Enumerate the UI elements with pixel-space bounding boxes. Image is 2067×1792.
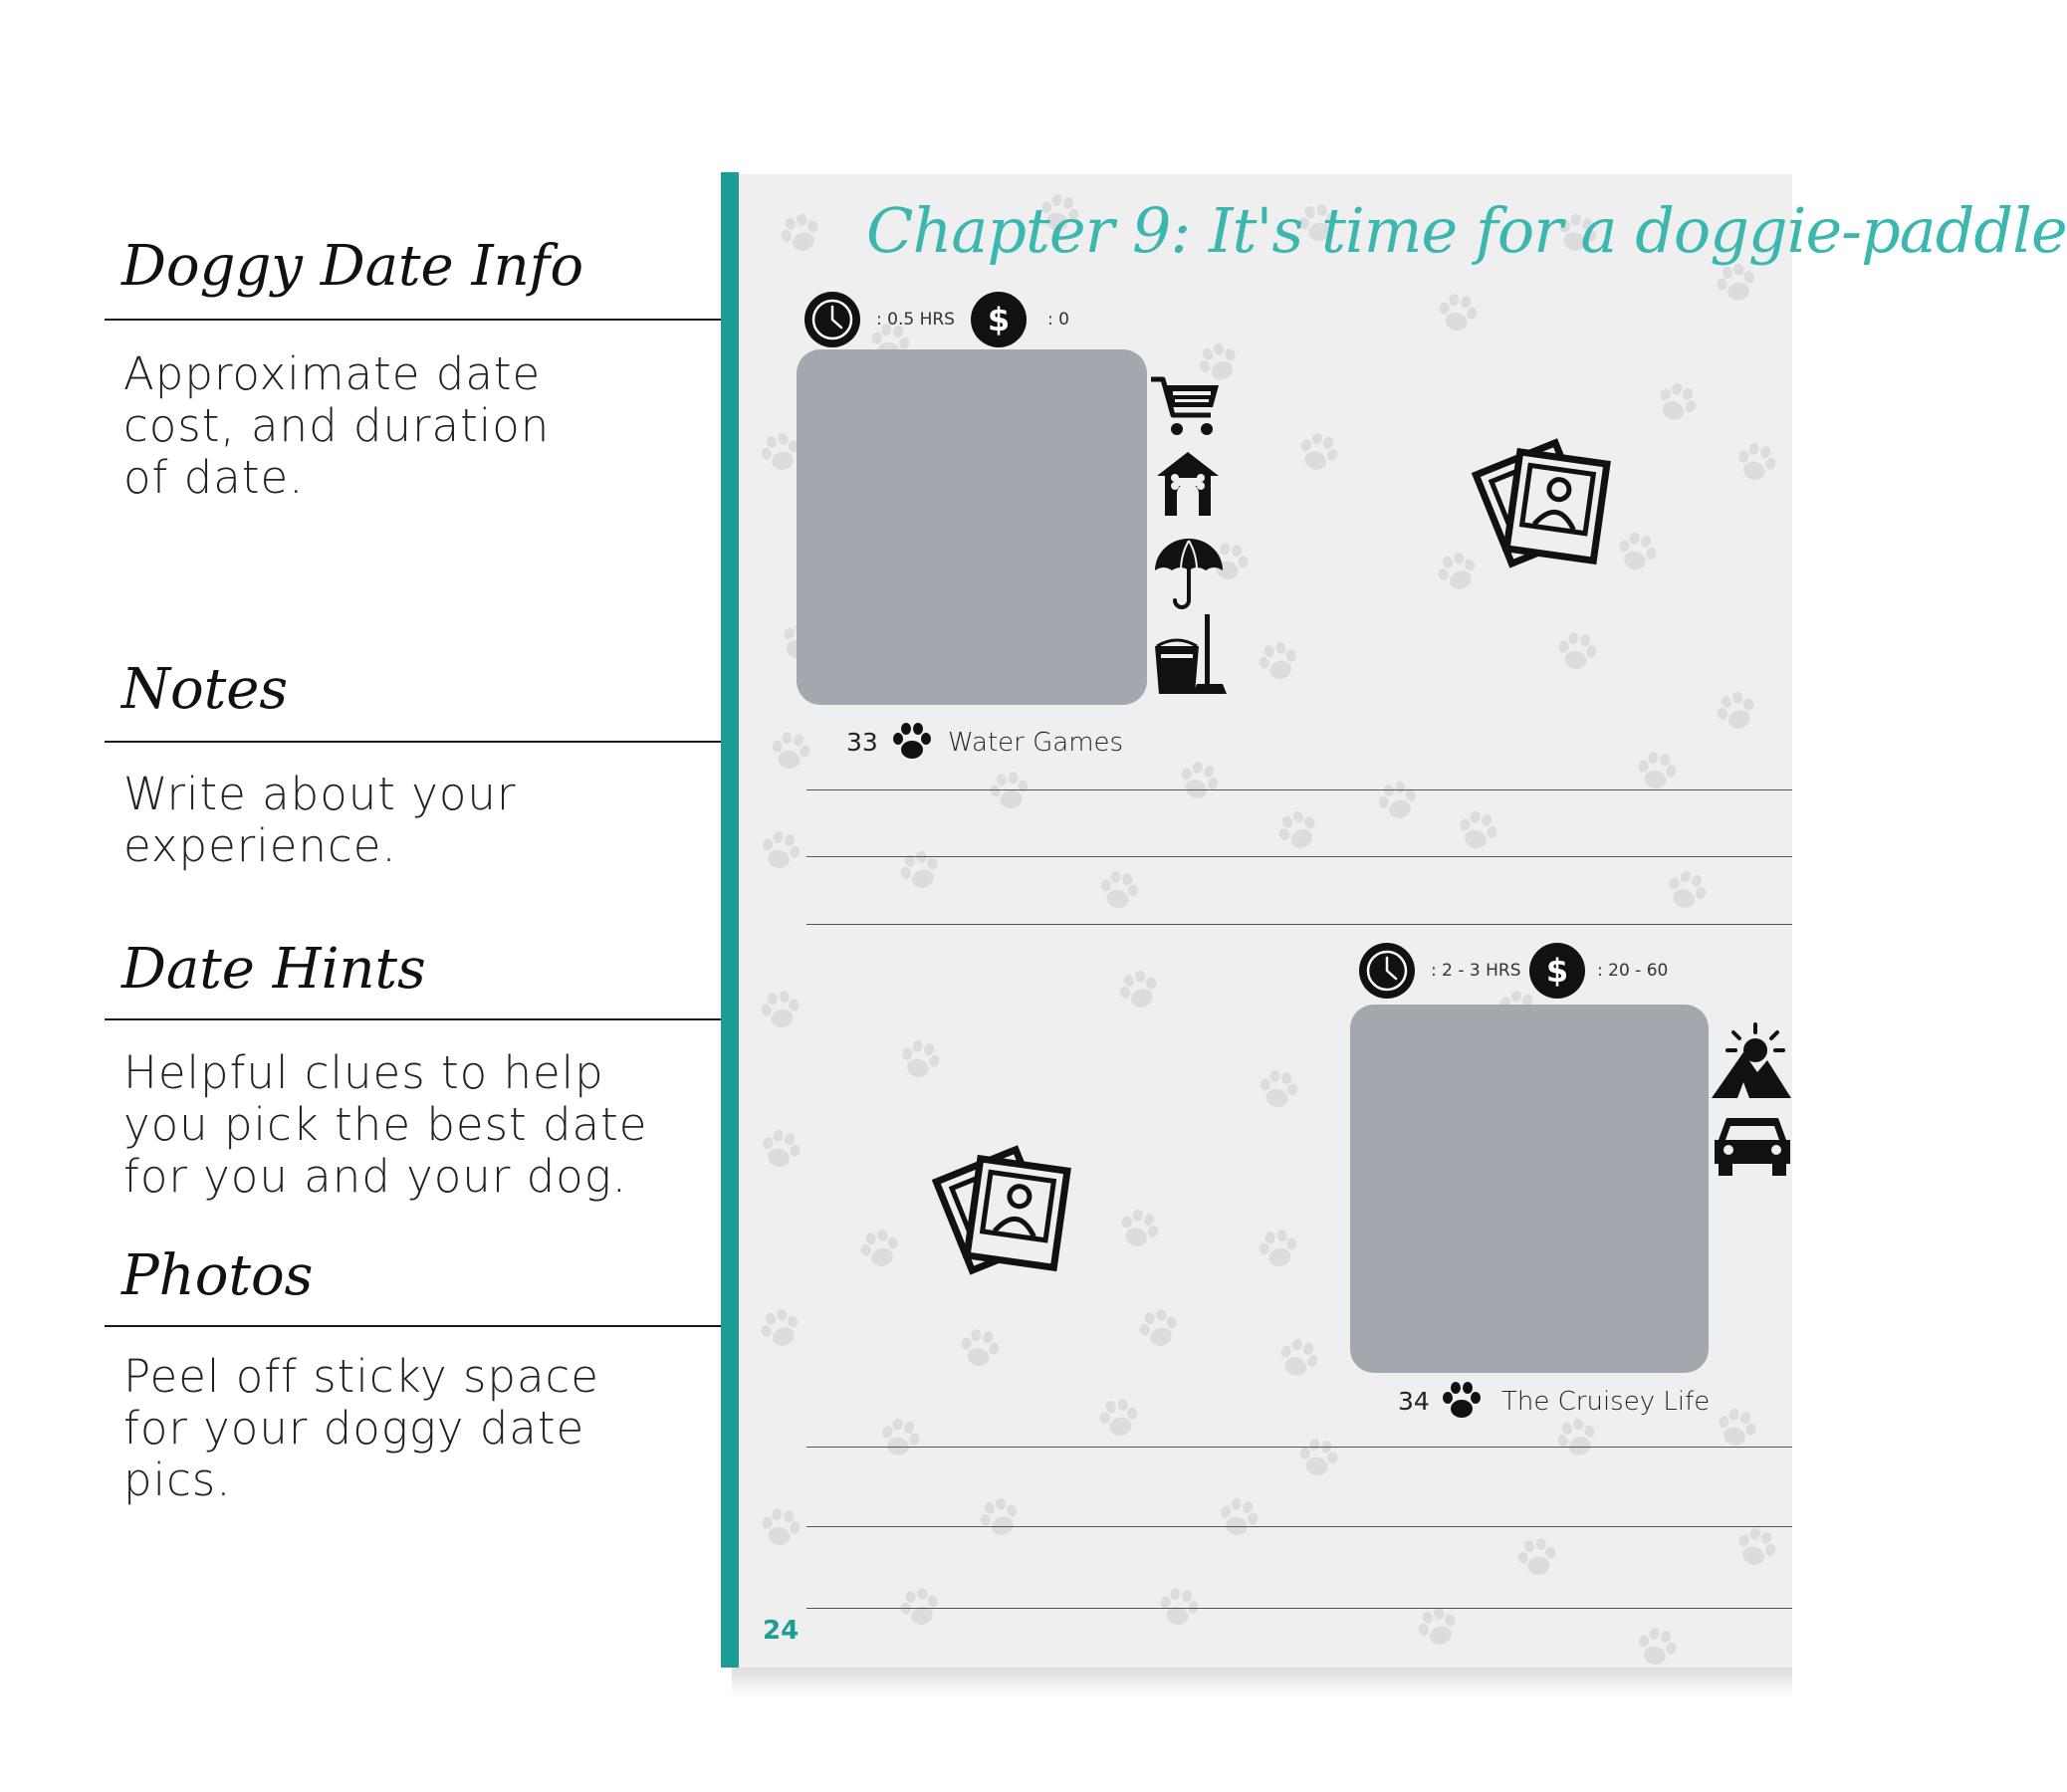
paw-print-decoration (1111, 1204, 1166, 1256)
paw-print-decoration (773, 208, 827, 261)
paw-icon (890, 722, 934, 762)
date-title: Water Games (948, 728, 1124, 758)
callout-line-notes (105, 741, 780, 743)
paw-print-decoration (1270, 1333, 1325, 1386)
umbrella-icon (1151, 535, 1227, 610)
callout-line-date-info (105, 319, 780, 321)
note-line (806, 856, 1792, 857)
paw-print-decoration (1728, 1522, 1783, 1575)
duration-text: : 2 - 3 HRS (1431, 961, 1521, 981)
clock-icon (804, 292, 860, 347)
dog-house-icon (1155, 450, 1221, 518)
photos-icon (1474, 423, 1613, 562)
date-number: 33 (846, 728, 878, 757)
paw-print-decoration (1270, 804, 1327, 859)
paw-print-decoration (753, 1303, 807, 1356)
shopping-cart-icon (1149, 373, 1223, 439)
page-number: 24 (763, 1616, 800, 1646)
callout-text-date-hints: Helpful clues to help you pick the best date for you and your dog. (123, 1046, 648, 1203)
date-title: The Cruisey Life (1501, 1387, 1711, 1417)
cost-text: : 0 (1047, 310, 1069, 330)
paw-print-decoration (874, 1414, 927, 1463)
photo-sticky-space[interactable] (1350, 1005, 1709, 1373)
paw-print-decoration (1372, 777, 1425, 826)
note-line (806, 924, 1792, 925)
paw-print-decoration (1111, 965, 1166, 1017)
paw-print-decoration (1632, 748, 1682, 794)
paw-print-decoration (1254, 1066, 1303, 1113)
paw-print-decoration (1171, 756, 1226, 808)
paw-print-decoration (1649, 376, 1706, 431)
paw-icon (1440, 1381, 1484, 1421)
note-line (806, 1447, 1792, 1448)
paw-print-decoration (755, 1125, 807, 1175)
paw-print-decoration (955, 1325, 1005, 1372)
paw-print-decoration (1730, 438, 1783, 488)
paw-print-decoration (1512, 1534, 1562, 1581)
dollar-icon (1529, 943, 1585, 999)
duration-text: : 0.5 HRS (876, 310, 955, 330)
chapter-title: Chapter 9: It's time for a doggie-paddle (866, 194, 2067, 267)
paw-print-decoration (1253, 637, 1305, 687)
paw-print-decoration (1709, 686, 1763, 739)
paw-print-decoration (854, 1225, 907, 1274)
bucket-mop-icon (1151, 612, 1231, 696)
paw-print-decoration (1452, 806, 1504, 856)
clock-icon (1359, 943, 1415, 999)
photo-sticky-space[interactable] (797, 349, 1147, 705)
note-line (806, 789, 1792, 790)
paw-print-decoration (1213, 1493, 1265, 1543)
paw-print-decoration (1293, 1435, 1343, 1481)
note-line (806, 1526, 1792, 1527)
paw-print-decoration (1410, 1602, 1465, 1655)
callout-heading-date-info: Doggy Date Info (121, 234, 584, 299)
paw-print-decoration (766, 728, 815, 775)
svg-text:$: $ (1545, 952, 1569, 990)
callout-heading-photos: Photos (121, 1243, 314, 1308)
paw-print-decoration (1552, 628, 1602, 675)
book-spine (721, 172, 739, 1668)
paw-print-decoration (894, 1035, 947, 1085)
paw-print-decoration (1290, 427, 1345, 480)
paw-print-decoration (1659, 865, 1714, 918)
photos-icon (934, 1130, 1073, 1269)
sun-mountain-icon (1710, 1020, 1792, 1100)
paw-print-decoration (892, 845, 947, 898)
paw-print-decoration (1094, 1395, 1144, 1442)
svg-text:$: $ (987, 301, 1011, 338)
paw-print-decoration (1254, 1226, 1303, 1272)
paw-print-decoration (1433, 290, 1483, 336)
note-line (806, 1608, 1792, 1609)
paw-print-decoration (1133, 1304, 1186, 1354)
paw-print-decoration (1631, 1623, 1684, 1673)
paw-print-decoration (985, 768, 1034, 814)
paw-print-decoration (1094, 867, 1144, 914)
callout-heading-date-hints: Date Hints (121, 937, 426, 1002)
paw-print-decoration (756, 1504, 805, 1551)
cost-text: : 20 - 60 (1597, 961, 1669, 981)
paw-print-decoration (755, 826, 807, 876)
car-icon (1713, 1112, 1792, 1178)
paw-print-decoration (1611, 528, 1664, 577)
paw-print-decoration (756, 987, 805, 1033)
dollar-icon (971, 292, 1027, 347)
book-page (739, 174, 2067, 1668)
callout-heading-notes: Notes (121, 657, 289, 722)
callout-text-date-info: Approximate date cost, and duration of date. (123, 347, 551, 504)
callout-text-photos: Peel off sticky space for your doggy date pics. (123, 1350, 599, 1506)
date-number: 34 (1398, 1387, 1430, 1416)
callout-text-notes: Write about your experience. (123, 768, 517, 872)
paw-print-decoration (972, 1492, 1027, 1545)
paw-print-decoration (1549, 1413, 1604, 1465)
